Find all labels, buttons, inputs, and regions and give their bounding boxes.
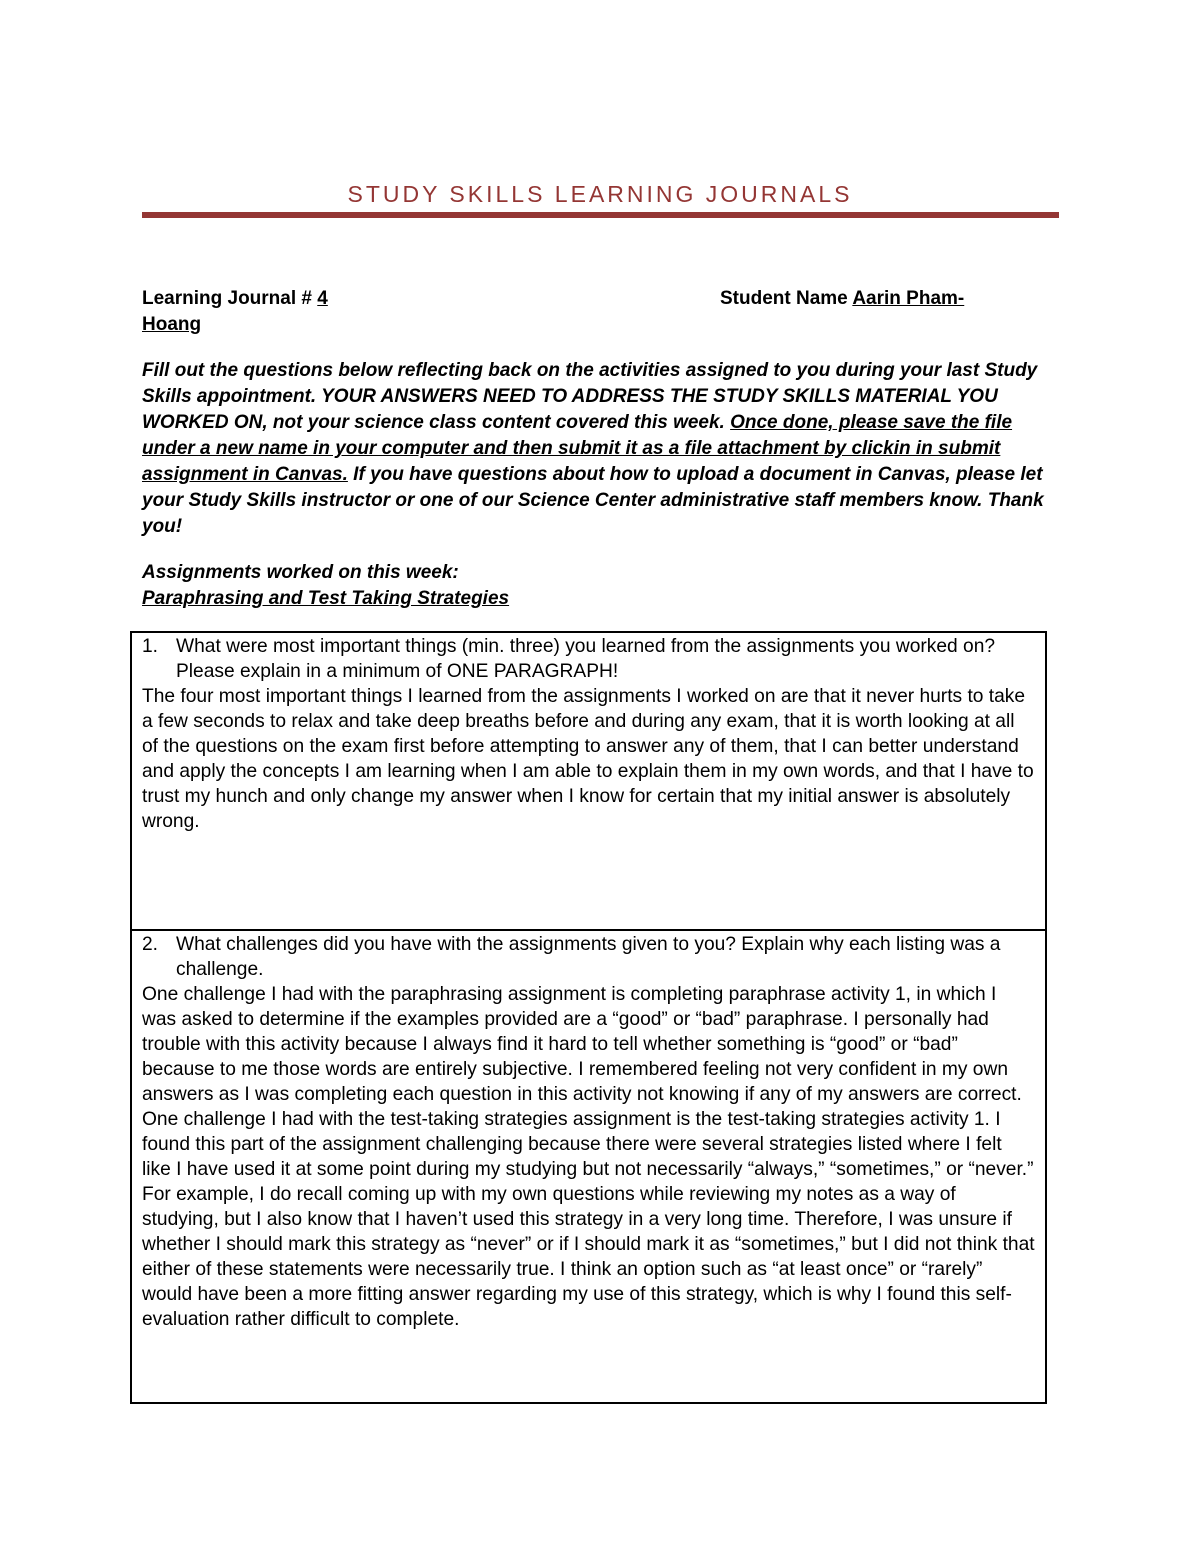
answer-1[interactable]: The four most important things I learned from the assignments I worked on are that it never hurts to take a few seconds to relax and take deep breaths before and during any exam, that it is worth looking at all of the questions on the exam first before attempting to answer any of them, that I can better understand and apply the concepts I am learning when I am able to explain them in my own words, and that I have to trust my hunch and only change my answer when I know for certain that my initial answer is absolutely wrong. [142, 686, 1034, 832]
student-name-value-line1: Aarin Pham- [852, 288, 965, 309]
question-2-text: What challenges did you have with the assignments given to you? Explain why each listing was a challenge. [176, 934, 1001, 980]
instructions-text-2: If you have questions about how to upload a document in Canvas, please let your Study Skills instructor or one of our Science Center administrative staff members know. Thank you! [142, 464, 1044, 537]
questions-table [130, 631, 1047, 1404]
student-name-field [720, 286, 964, 312]
journal-header [142, 286, 1058, 338]
question-2 [142, 932, 1035, 982]
journal-number-field [142, 286, 328, 312]
question-1-text: What were most important things (min. three) you learned from the assignments you worked on? Please explain in a minimum of ONE PARAGRAPH! [176, 636, 996, 682]
instructions-text-1: Fill out the questions below reflecting back on the activities assigned to you during your last Study Skills appointment. YOUR ANSWERS NEED TO ADDRESS THE STUDY SKILLS MATERIAL YOU WORKED ON, not your science class content covered this week. [142, 360, 1038, 433]
answer-2[interactable]: One challenge I had with the paraphrasing assignment is completing paraphrase activity 1, in which I was asked to determine if the examples provided are a “good” or “bad” paraphrase. I personally had trouble with this activity because I always find it hard to tell whether something is “good” or “bad” because to me those words are entirely subjective. I remembered feeling not very confident in my own answers as I was completing each question in this activity not knowing if any of my answers are correct. One challenge I had with the test-taking strategies assignment is the test-taking strategies activity 1. I found this part of the assignment challenging because there were several strategies listed where I felt like I have used it at some point during my studying but not necessarily “always,” “sometimes,” or “never.” For example, I do recall coming up with my own questions while reviewing my notes as a way of studying, but I also know that I haven’t used this strategy in a very long time. Therefore, I was unsure if whether I should mark this strategy as “never” or if I should mark it as “sometimes,” but I did not think that either of these statements were necessarily true. I think an option such as “at least once” or “rarely” would have been a more fitting answer regarding my use of this strategy, which is why I found this self-evaluation rather difficult to complete. [142, 984, 1035, 1330]
assignments-section [142, 560, 1058, 612]
student-name-label: Student Name [720, 288, 853, 309]
question-1 [142, 634, 1035, 684]
assignments-value: Paraphrasing and Test Taking Strategies [142, 588, 510, 609]
student-name-value-line2: Hoang [142, 314, 202, 335]
journal-number-value: 4 [317, 288, 328, 309]
question-2-number: 2. [142, 934, 159, 955]
question-cell-2 [132, 931, 1045, 1402]
page-title: STUDY SKILLS LEARNING JOURNALS [347, 181, 853, 207]
question-1-number: 1. [142, 636, 159, 657]
instructions-submit-note: Once done, please save the file under a new name in your computer and then submit it as a file attachment by clickin in submit assignment in Canvas. [142, 412, 1013, 485]
instructions-paragraph [142, 358, 1062, 540]
question-cell-1 [132, 633, 1045, 931]
assignments-label: Assignments worked on this week: [142, 562, 459, 583]
journal-number-label: Learning Journal # [142, 288, 318, 309]
title-divider [142, 212, 1059, 218]
